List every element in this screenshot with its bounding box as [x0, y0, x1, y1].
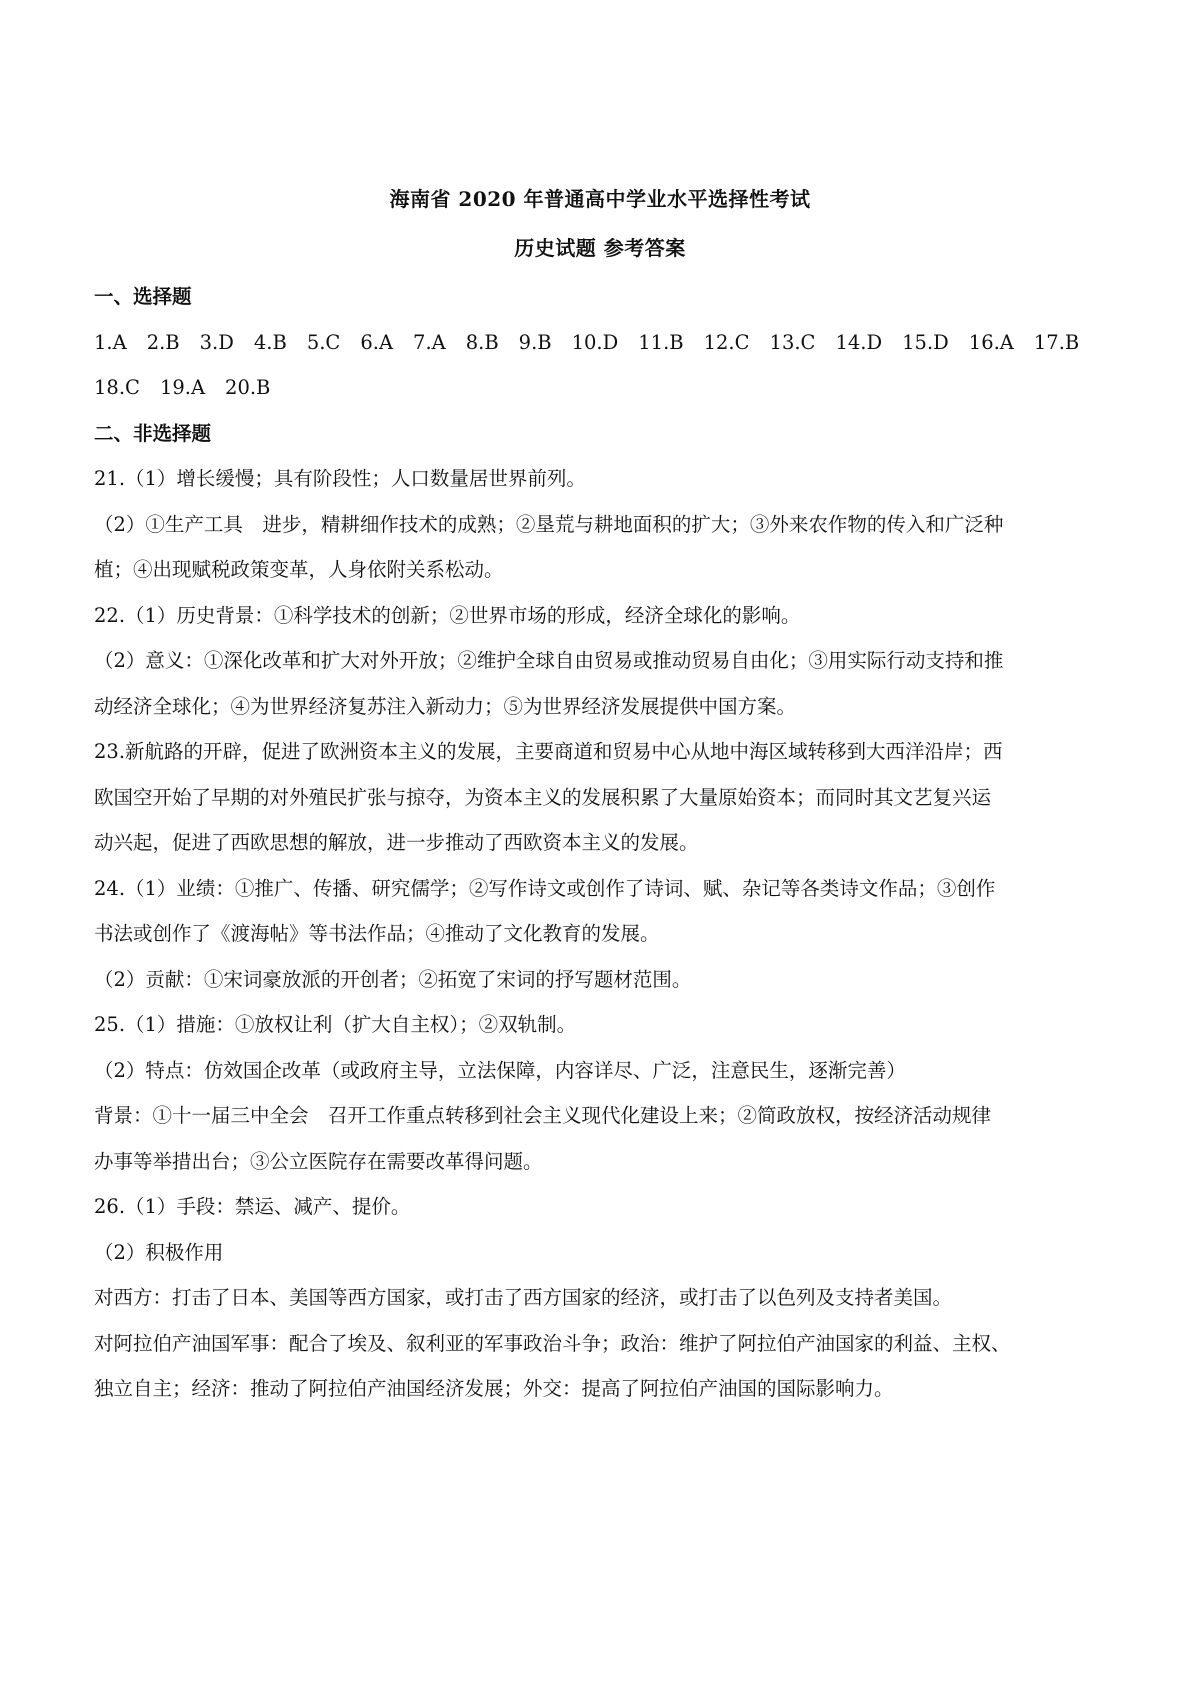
document-title: 海南省 2020 年普通高中学业水平选择性考试: [389, 187, 811, 211]
answer-item: 8.B: [465, 330, 499, 354]
answer-line: 书法或创作了《渡海帖》等书法作品；④推动了文化教育的发展。: [94, 922, 660, 945]
answer-line: 25.（1）措施：①放权让利（扩大自主权）；②双轨制。: [94, 1013, 577, 1036]
answer-line: （2）积极作用: [94, 1240, 224, 1264]
answer-item: 4.B: [253, 330, 287, 354]
answer-item: 12.C: [703, 330, 750, 354]
answer-item: 14.D: [835, 330, 883, 354]
answer-line: 21.（1）增长缓慢；具有阶段性；人口数量居世界前列。: [94, 467, 586, 490]
answer-item: 5.C: [306, 330, 341, 354]
answer-item: 16.A: [968, 330, 1014, 354]
answer-line: 22.（1）历史背景：①科学技术的创新；②世界市场的形成，经济全球化的影响。: [94, 603, 801, 627]
answer-line: 欧国空开始了早期的对外殖民扩张与掠夺，为资本主义的发展积累了大量原始资本；而同时其文艺复兴运: [94, 785, 992, 809]
answer-item: 3.D: [199, 330, 234, 354]
answer-item: 1.A: [94, 330, 127, 354]
answer-line: （2）意义：①深化改革和扩大对外开放；②维护全球自由贸易或推动贸易自由化；③用实际行动支持和推: [94, 649, 1004, 672]
answer-item: 19.A: [159, 376, 206, 399]
answer-line: 对西方：打击了日本、美国等西方国家，或打击了西方国家的经济，或打击了以色列及支持者美国。: [94, 1286, 953, 1309]
answer-item: 17.B: [1033, 330, 1080, 354]
answer-line: 26.（1）手段：禁运、减产、提价。: [94, 1195, 411, 1218]
answer-line: 24.（1）业绩：①推广、传播、研究儒学；②写作诗文或创作了诗词、赋、杂记等各类诗文作品；③创作: [94, 876, 996, 900]
answer-item: 11.B: [638, 330, 684, 354]
answer-item: 9.B: [518, 330, 552, 354]
answer-line: 动经济全球化；④为世界经济复苏注入新动力；⑤为世界经济发展提供中国方案。: [94, 694, 797, 718]
answer-item: 13.C: [769, 330, 816, 354]
document-body: [94, 274, 1106, 1412]
answer-item: 7.A: [413, 330, 446, 354]
section-heading-nonchoice: 二、非选择题: [94, 421, 212, 445]
answer-line: 植；④出现赋税政策变革，人身依附关系松动。: [94, 558, 504, 581]
answer-item: 10.D: [571, 330, 619, 354]
document-subtitle: 历史试题 参考答案: [514, 236, 686, 260]
answer-line: 23.新航路的开辟，促进了欧洲资本主义的发展，主要商道和贸易中心从地中海区域转移到大西洋沿岸；西: [94, 740, 1003, 763]
section-heading-choice: 一、选择题: [94, 285, 192, 308]
answer-item: 20.B: [225, 376, 271, 399]
answer-item: 15.D: [902, 330, 949, 354]
answer-line: 对阿拉伯产油国军事：配合了埃及、叙利亚的军事政治斗争；政治：维护了阿拉伯产油国家的利益、主权、: [94, 1331, 1011, 1355]
answer-item: 18.C: [94, 376, 140, 399]
answer-line: 动兴起，促进了西欧思想的解放，进一步推动了西欧资本主义的发展。: [94, 831, 699, 854]
answer-line: 背景：①十一届三中全会 召开工作重点转移到社会主义现代化建设上来；②简政放权，按经济活动规律: [94, 1104, 992, 1127]
answer-line: 独立自主；经济：推动了阿拉伯产油国经济发展；外交：提高了阿拉伯产油国的国际影响力。: [94, 1377, 894, 1400]
answer-line: 办事等举措出台；③公立医院存在需要改革得问题。: [94, 1149, 543, 1173]
answer-item: 2.B: [146, 330, 180, 354]
answer-row: [94, 365, 1106, 411]
answer-line: （2）①生产工具 进步，精耕细作技术的成熟；②垦荒与耕地面积的扩大；③外来农作物的传入和广泛种: [94, 512, 1004, 536]
answer-line: （2）贡献：①宋词豪放派的开创者；②拓宽了宋词的抒写题材范围。: [94, 967, 692, 991]
answer-item: 6.A: [360, 330, 394, 354]
answer-text-block: [94, 456, 1106, 1412]
answer-line: （2）特点：仿效国企改革（或政府主导，立法保障，内容详尽、广泛，注意民生，逐渐完善）: [94, 1058, 906, 1082]
answer-row: [94, 320, 1106, 366]
